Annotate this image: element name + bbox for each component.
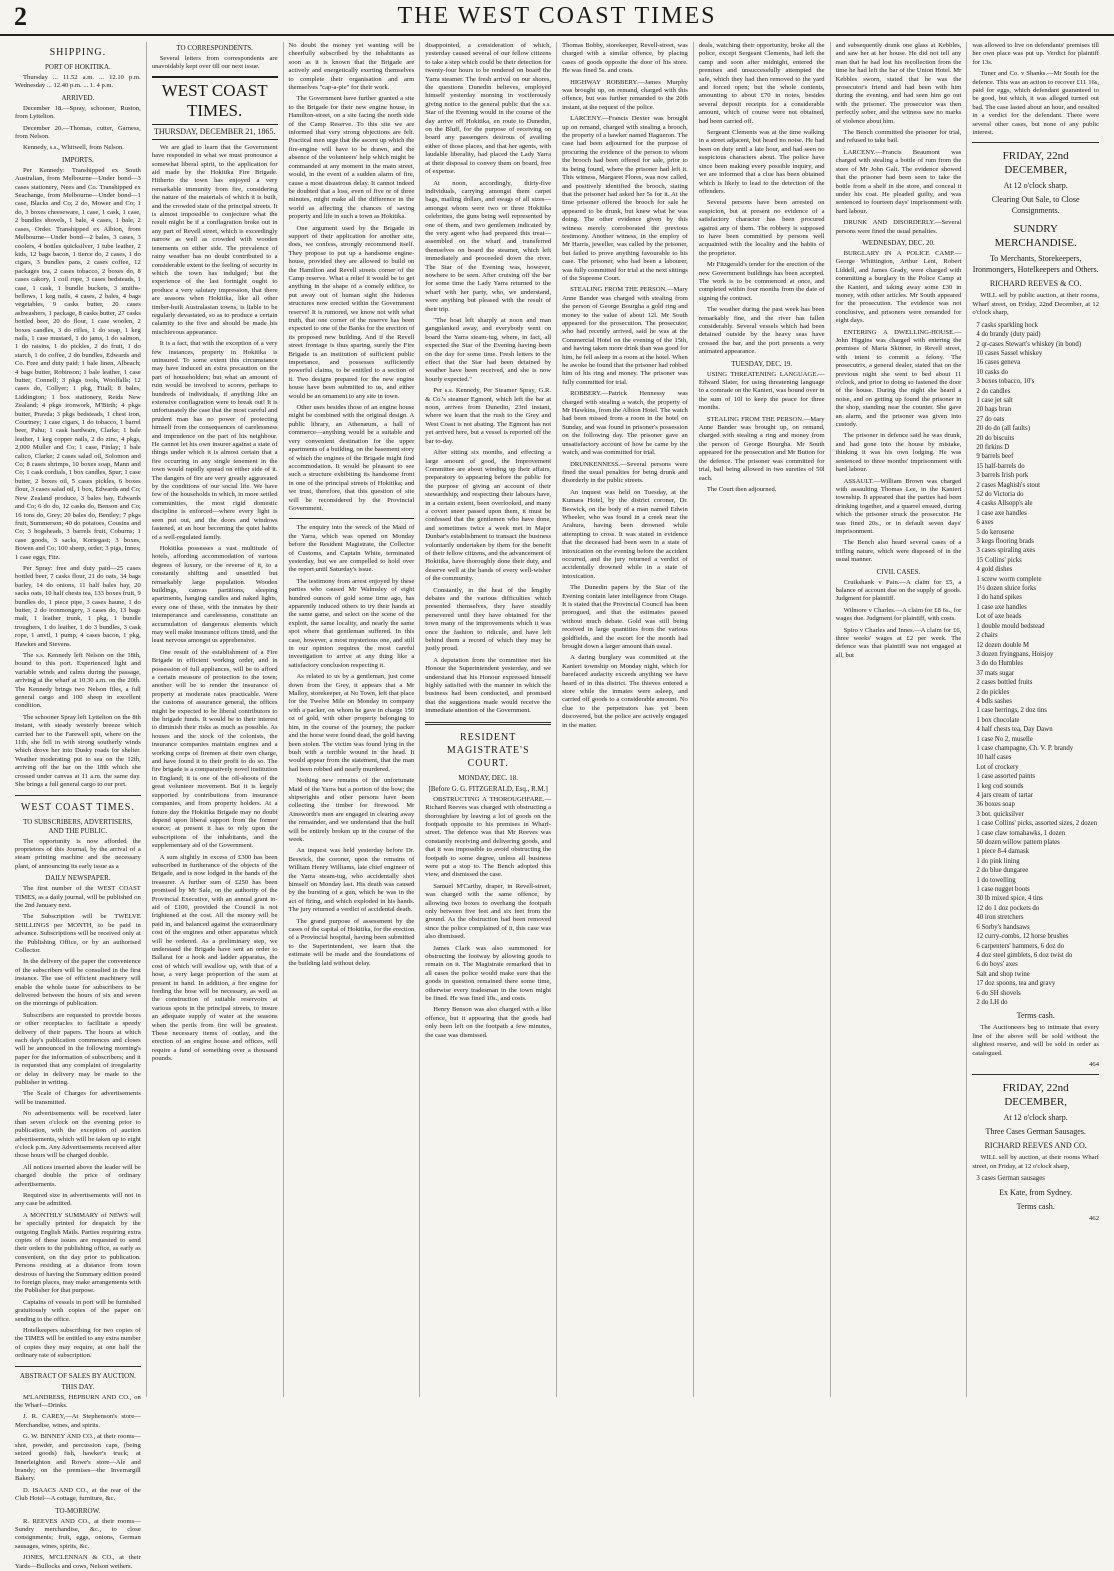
abstract-entry: D. ISAACS AND CO., at the rear of the Club Hotel—A cottage, furniture, &c.	[15, 1486, 141, 1503]
leader-paragraph: One result of the establishment of a Fire Brigade in efficient working order, and in possession of full appliances, will be to afford a certain measure of protection to the town; another will be to render the insurance of property at moderate rates practicable. Were the customs of assurance general, the offices might be expected to be liberal contributors to the brigade funds. It would be to their interest to diminish their risks as much as possible. As houses and the stock of the colonists, the insurance companies maintain engines and a working corps of firemen at their own charge, and have found it to their profit to do so. The fire brigade is a comparatively novel institution in England; it is one of the off-shoots of the great volunteer movement. But it is largely supported by contributions from insurance companies, and from property holders. At a future day the Hokitika Brigade may no doubt depend upon liberal support from the former source; at present it has to rely upon the subscriptions of the inhabitants, and the supplementary aid of the Government.	[151, 648, 278, 850]
abstract-entry: G. W. BINNEY AND CO., at their rooms—shot, powder, and percussion caps, (being seized goods) fish, hawker's truck; at Innerleighton and Rowe's store—Ale and brandy; on the premises—the Inverrargill Bakery.	[15, 1433, 141, 1483]
lot-item: 3 barrels Irish pork	[976, 472, 1029, 480]
court-date: WEDNESDAY, DEC. 20.	[862, 238, 935, 247]
news-paragraph: Constantly, in the heat of the lengthy debates and the various difficulties which presented themselves, they have steadily persevered until they have obtained for the town many of the improvements which it was once the fashion to ridicule, and have left behind them a record of which they may be justly proud.	[425, 586, 552, 653]
lot-item: 1 case claw tomahawks, 1 dozen	[976, 829, 1066, 837]
news-paragraph: The testimony from arrest enjoyed by these parties who caused Mr Walmsley of eight hundred ounces of gold some time ago, has apparently induced others to try their hands at the same game, and select on the scene of the exploit, the same locality, and nearly the same spot where that gentleman suffered. In this case, however, a most mysterious one, and still in our opinion requires the most careful investigation to arrive at any thing like a satisfactory conclusion respecting it.	[288, 577, 415, 669]
news-paragraph: An inquest was held on Tuesday, at the Kumara Hotel, by the district coroner, Dr. Beswick, on the body of a man named Edwin Wheeler, who was found in a creek near the Arahura, having been drowned while attempting to cross. It was stated in evidence that the deceased had been seen in a state of intoxication on the evening before the accident occurred, and the jury returned a verdict of accidentally drowned while in a state of intoxication.	[562, 488, 688, 580]
court-paragraph: USING THREATENING LANGUAGE.—Edward Slater, for using threatening language to a comrade on the Kanieri, was bound over in the sum of 10l to keep the peace for three months.	[698, 370, 825, 412]
column-8	[967, 42, 1104, 1397]
sale-title: Clearing Out Sale, to Close Consignments.	[991, 195, 1080, 216]
lot-item: 3 dozen fryingpans, Hoisjoy	[976, 650, 1054, 658]
lot-item: 1 do towelling	[976, 876, 1016, 884]
court-paragraph: DRUNK AND DISORDERLY.—Several persons were fined the usual penalties.	[835, 219, 962, 235]
news-paragraph: Several persons have been arrested on suspicion, but at present no evidence of a satisfactory character has been procured against any of them. The robbery is supposed to have been committed by persons well acquainted with the locality and the habits of the proprietor.	[698, 199, 825, 257]
court-paragraph: was allowed to live on defendants' premises till her own place was put up. Verdict for plaintiff for 13s.	[972, 42, 1099, 66]
leader-paragraph: One argument used by the Brigade in support of their application for another site, does, we confess, strongly recommend itself. They propose to put up a handsome engine-house, provided they are allowed to build on the Hamilton and Revell streets corner of the Camp reserve. What a relief it would be to get anything in the shape of a comely edifice, to put away out of human sight the hideous structures now erected within the Government reserve! It is rumored, we know not with what truth, that one corner of the reserve has been expected to one of the Banks for the erection of its proposed new building. And if the Revell street frontage is thus sparing, surely the Fire Brigade is an institution of sufficient public importance, and possesses sufficiently powerful claims, to be entitled to a section of it. Two designs prepared for the new engine house have been submitted to us, and either would be an ornament to any site in town.	[288, 224, 415, 400]
column-2	[147, 42, 284, 1397]
lot-item: 15 Collins' picks	[976, 556, 1022, 564]
lot-item: Salt and shop twine	[976, 970, 1030, 978]
news-paragraph: disappointed, a consideration of which, yesterday caused several of our fellow citizens to take a step which could be their detection for twenty-four hours to be rendered on board the Yarra steamer. The fresh arrival on our shores, the questions Dunedin believes, employed himself yesterday morning in vociferously giving notice to the general public that the s.s. Star of the Evening would in the course of the day arrive off Hokitika, en route to Dunedin, on the Bluff, for the purpose of receiving on board any passengers desirous of availing either of those places, and that her agents, with laudable liberality, had placed the Lady Yarra at their disposal to convey them on board, free of expense.	[425, 42, 552, 176]
lot-item: 2 chairs	[976, 632, 998, 640]
lot-item: 1 do hand spikes	[976, 594, 1022, 602]
lot-item: 7 casks sparkling hock	[976, 321, 1039, 329]
divider	[972, 142, 1099, 143]
abstract-entry: JONES, M'CLENNAN & CO., at their Yards—Bullocks and cows, Nelson wethers.	[15, 1554, 141, 1570]
lot-list	[972, 321, 1099, 1008]
leader-paragraph: No doubt the money yet wanting will be cheerfully subscribed by the inhabitants as soon as it is known that the Brigade are actively and energetically exerting themselves to complete their organisation and arm themselves "cap-a-pie" for their work.	[288, 42, 415, 92]
divider	[15, 1366, 141, 1367]
notice-paragraph: All notices inserted above the leader will be charged double the price of ordinary advertisements.	[15, 1163, 141, 1188]
auctioneer-note: The Auctioneers beg to intimate that every line of the above will be sold without the slightest reserve, and will be sold in order as catalogued.	[972, 1024, 1099, 1057]
auctioneer-firm: RICHARD REEVES & CO.	[989, 279, 1082, 289]
court-paragraph: ROBBERY.—Patrick Hennessy was charged with stealing a watch, the property of Mr Hawkins, from the Albion Hotel. The watch had been missed from a room in the hotel on Sunday, and was found in prisoner's possession on the following day. The prisoner gave an unsatisfactory account of how he came by the watch, and was committed for trial.	[562, 390, 688, 457]
court-paragraph: Samuel M'Carthy, draper, in Revell-street, was charged with the same offence, by allowing two boxes to overhang the footpath only between five feet and six feet from the ground. As the obstruction had been removed since the police complained of it, this case was also dismissed.	[425, 882, 552, 941]
lot-item: 3 cases spiraling axes	[976, 547, 1036, 555]
lot-item: 1 case axe handles	[976, 603, 1027, 611]
news-paragraph: Mr Fitzgerald's tender for the erection of the new Government buildings has been accepted. The work is to be commenced at once, and completed within four months from the date of signing the contract.	[698, 261, 825, 302]
terms: Terms cash.	[1016, 1011, 1055, 1021]
columns	[10, 42, 1104, 1570]
lot-item: 20 bags bran	[976, 406, 1012, 414]
port-heading: PORT OF HOKITIKA.	[45, 63, 111, 71]
this-day-heading: THIS DAY.	[61, 1382, 95, 1391]
lot-item: 4 half chests tea, Day Dawn	[976, 726, 1053, 734]
court-date: TUESDAY, DEC. 19.	[731, 359, 793, 368]
leader-masthead: WEST COAST TIMES.	[152, 76, 278, 125]
lot-item: 10 cases Sassel whiskey	[976, 349, 1043, 357]
notice-paragraph: No advertisements will be received later than seven o'clock on the evening prior to publication, with the exception of auction advertisements, which will be taken up to eight o'clock p.m. Any Advertisements received after those hours will be charged double.	[15, 1110, 141, 1160]
sale-subtitle: To Merchants, Storekeepers, Ironmongers, Hotelkeepers and Others.	[972, 254, 1099, 275]
lot-item: 1 case No 2, muselle	[976, 735, 1033, 743]
lot-item: 3 bot. quicksilver	[976, 810, 1024, 818]
court-heading: RESIDENT MAGISTRATE'S COURT.	[446, 731, 530, 769]
news-paragraph: An inquest was held yesterday before Dr. Beswick, the coroner, upon the remains of William Henry Williams, late chief engineer of the Yarra steam-tug, who accidentally shot himself on Monday last. His death was caused by the bursting of a gun, which he was in the act of firing, and which exploded in his hands. The jury returned a verdict of accidental death.	[288, 847, 415, 914]
lot-item: 6 axes	[976, 519, 994, 527]
sale-time: At 12 o'clock sharp.	[1003, 181, 1068, 191]
notice-paragraph: The opportunity is now afforded the proprietors of this Journal, by the arrival of a steam printing machine and the necessary plant, of announcing its early issue as a	[15, 837, 141, 870]
column-7	[831, 42, 968, 1397]
lot-item: 1 box chocolate	[976, 716, 1020, 724]
column-3	[284, 42, 421, 1397]
abstract-entry: R. REEVES AND CO., at their rooms—Sundry merchandise, &c., to close consignments; fruit, eggs, onions, German sausages, wines, spirits, &c.	[15, 1517, 141, 1550]
lot-item: 3 cases German sausages	[976, 1175, 1045, 1183]
lot-item: 40 iron stretchers	[976, 914, 1024, 922]
lot-item: 1 double mould bedstead	[976, 622, 1045, 630]
lot-item: 20 do biscuits	[976, 434, 1015, 442]
lot-item: 1 case nugget boots	[976, 886, 1030, 894]
lot-item: 1 case Collins' picks, assorted sizes, 2 dozen	[976, 820, 1098, 828]
news-paragraph: The grand purpose of assessment by the cases of the capital of Hokitika, for the erection of a Provincial hospital, having been submitted to the Superintendent, we learn that the estimate will be made and the foundations of the building laid without delay.	[288, 917, 415, 967]
court-paragraph: Spiro v Charles and Innes.—A claim for £6, three weeks' wages at £2 per week. The defence was that plaintiff was not engaged at all, but	[835, 626, 962, 659]
divider	[972, 1074, 1099, 1075]
lot-item: 17 doz spoons, tea and gravy	[976, 980, 1056, 988]
lot-item: 36 boxes soap	[976, 801, 1015, 809]
court-paragraph: BURGLARY IN A POLICE CAMP.—George Whittington, Arthur Lent, Robert Liddell, and James Grady, were charged with committing a burglary in the Police Camp at the Kanieri, and taking away some £30 in money, with other articles. Mr South appeared for the prosecution. The evidence was not conclusive, and prisoners were remanded for eight days.	[835, 249, 962, 325]
lot-item: 20 firkins D	[976, 443, 1010, 451]
lot-item: 1 keg cod sounds	[976, 782, 1024, 790]
court-paragraph: The Bench also heard several cases of a trifling nature, which were disposed of in the usual manner.	[835, 539, 962, 564]
sale-intro: WILL sell by public auction, at their rooms, Wharf street, on Friday, 22nd December, at 12 o'clock sharp,	[972, 292, 1099, 317]
news-paragraph: Nothing new remains of the unfortunate Maid of the Yarra but a portion of the bow; the shipwrights and other persons have been collecting the timber for firewood. Mr Ainsworth's men are engaged in clearing away the remainder, and we understand that the hull will be entirely broken up in the course of the week.	[288, 777, 415, 843]
court-paragraph: DRUNKENNESS.—Several persons were fined the usual penalties for being drunk and disorderly in the public streets.	[562, 460, 688, 485]
abstract-entry: M'LANDRESS, HEPBURN AND CO., on the Wharf—Drinks.	[15, 1393, 141, 1410]
sale-time: At 12 o'clock sharp.	[1003, 1113, 1068, 1123]
court-paragraph: LARCENY.—Francis Dexter was brought up on remand, charged with stealing a brooch, the property of a hawker named Hagueron. The case had been adjourned for the purpose of procuring the evidence of the person to whom the brooch had been offered for sale, prior to its being found, where the prisoner had left it. This witness, Margaret Flores, was now called, and positively identified the brooch, stating that the prisoner had asked her 5s for it. At the time prisoner offered the brooch for sale he appeared to be drunk, but knew what he was doing. The other evidence given by this witness merely corroborated the previous testimony. Another witness, in the employ of Mr Harris, jeweller, was called by the prisoner, but failed to prove anything favourable to his case. The prisoner, who had been a labourer, was fully committed for trial at the next sittings of the Supreme Court.	[562, 115, 688, 282]
court-paragraph: and subsequently drank one glass at Kebbles, and saw her at her house. He did not tell any man that he had lost his recollection from the time he had left the bar of the Union Hotel. Mr Kebbles sworn, stated that he was the prosecutor's friend and had been with him during the evening, and had seen him go out with the prisoner. The prosecutor was then perfectly sober, and the witness saw no marks of violence about him.	[835, 42, 962, 125]
lot-item: 37 mats sugar	[976, 669, 1015, 677]
lot-item: 15 half-barrels do	[976, 462, 1025, 470]
divider	[15, 795, 141, 796]
notice-paragraph: The Scale of Charges for advertisements will be transmitted.	[15, 1090, 141, 1106]
lot-item: 52 do Victoria do	[976, 491, 1024, 498]
column-1	[10, 42, 147, 1570]
court-paragraph: Wilmore v Charles.—A claim for £8 6s., for wages due. Judgment for plaintiff, with costs.	[835, 606, 962, 623]
court-paragraph: STEALING FROM THE PERSON.—Mary Anne Bander was charged with stealing from the person of George Bourgha a gold ring and money to the value of about 12l. Mr South appeared for the prosecution. The prosecutor, who had recently arrived, said he was at the Commercial Hotel on the evening of the 15th, and having taken more drink than was good for him, he fell asleep in a room at the hotel. When he awoke he found that the prisoner had robbed him of his ring and money. The prisoner was fully committed for trial.	[562, 286, 688, 386]
lot-item: 2 cases bottled fruits	[976, 679, 1033, 687]
leader-paragraph: It is a fact, that with the exception of a very few instances, property in Hokitika is uninsured. To some extent this circumstance may have induced an extra precaution on the part of householders; but what an amount of ruin would be involved to scores, perhaps to hundreds of individuals, if anything like an extensive conflagration were to break out! It is unfortunately the case that the most careful and prudent man has no power of protecting himself from the consequences of carelessness and imprudence on the part of his neighbour. He cannot let his own insurer against a state of things under which it is almost certain that a fire occurring in any single tenement in the town would rapidly spread on either side of it. The dangers of fire are very greatly aggravated by the conditions of our social life. We have few of the households in which, in more settled communities, the most rigid domestic discipline is enforced—where every light is seen put out, and the doors and windows fastened, at an hour becoming the quiet habits of a well-regulated family.	[151, 340, 278, 541]
lot-item: 1 case axe handles	[976, 509, 1027, 517]
column-5	[557, 42, 694, 1397]
news-paragraph: At noon, accordingly, thirty-five individuals, carrying amongst them carpet bags, mailing dollars, and swags of all sizes—amongst whom were two or three Hokitika celebrities, the guns being well represented by one of them, and two gentlemen indicated by the very agent who had prepared this treat—assembled on the wharf and transferred themselves on board the steamer, which left immediately and proceeded down the river. The Star of the Evening was, however, nowhere to be seen. After cruising off the bar for some time the Lady Yarra returned to the wharf with her party, who, we understand, were anything but pleased with the result of their trip.	[425, 179, 552, 313]
imports-heading: IMPORTS.	[62, 155, 94, 164]
lot-item: 2 do blue dungaree	[976, 867, 1029, 875]
lot-item: 4 casks Allsopp's ale	[976, 500, 1033, 508]
court-paragraph: The Bench committed the prisoner for trial, and refused to take bail.	[835, 129, 962, 145]
auctioneer-firm: RICHARD REEVES AND CO.	[984, 1141, 1087, 1151]
divider	[289, 518, 415, 519]
court-date: MONDAY, DEC. 18.	[458, 773, 519, 782]
divider	[425, 722, 551, 725]
lot-item: 12 do 1 doz pockets do	[976, 904, 1040, 912]
sale-title: Three Cases German Sausages.	[985, 1127, 1086, 1137]
lot-item: 5 do kerosene	[976, 528, 1015, 536]
ad-reference: 462	[1089, 1214, 1099, 1222]
tomorrow-heading: TO-MORROW.	[55, 1506, 101, 1515]
court-paragraph: LARCENY.—Francis Beaumont was charged with stealing a bottle of rum from the store of Mr John Galt. The evidence showed that the prisoner had been seen to take the bottle from a shelf in the store, and conceal it under his coat. He pleaded guilty, and was sentenced to fourteen days' imprisonment with hard labour.	[835, 148, 962, 215]
lot-item: 1 case assorted paints	[976, 773, 1036, 781]
court-paragraph: Cruikshank v Pain.—A claim for £5, a balance of account due on the supply of goods. Judgment for plaintiff.	[835, 578, 962, 603]
shipping-note: The schooner Spray left Lyttelton on the 8th instant, with steady westerly breeze which carried her to the Farewell spit, where on the 11th, she fell in with strong southerly winds which drove her into Dusky roads for shelter. Weather moderating put to sea on the 12th, arriving off the bar on the 18th which she crossed under canvas at 11 a.m. the same day. She brings a full general cargo to our port.	[15, 713, 141, 789]
notice-paragraph: The first number of the WEST COAST TIMES, as a daily journal, will be published on the 2nd January next.	[15, 885, 141, 909]
wct-heading: WEST COAST TIMES.	[20, 801, 135, 813]
court-paragraph: James Clark was also summoned for obstructing the footway by allowing goods to remain on it. The Magistrate remarked that in all cases the police would make sure that the goods in question remained there some time, otherwise every tradesman in the town might be fined. He was fined 10s., and costs.	[425, 944, 552, 1003]
news-paragraph: As related to us by a gentleman, just come down from the Grey, it appears that a Mr Malloy, storekeeper, at No Town, left that place for the Twelve Mile on Monday in company with a packer, on whom he gave in charge 150 oz of gold, with other property belonging to him, in the course of the journey, the packer and the horse were found dead, the gold having been stolen. The victim was found lying in the bush with a terrible wound in the head. It would appear from the statement, that the man had been robbed and nearly murdered.	[288, 673, 415, 773]
lot-item: 1½ dozen sluice forks	[976, 585, 1037, 593]
imports-entry: Per Spray: free and duty paid—25 cases bottled beer, 7 casks flour, 21 do oats, 34 bags barley, 14 do onions, 11 half bales hay, 20 sacks oats, 10 half chests tea, 133 boxes fruit, 9 bundles do, 1 piece pipe, 3 cases haune, 1 do butter, 2 do ironmongery, 3 cases do, 13 bags malt, 1 leather trunk, 1 pkg, 1 bundle troughers, 1 do leather, 1 do 3 bundles, 3 cask rope, 1 anvil, 1 pump, 4 cases bacon, 1 pkg, Hawkes and Stevens.	[15, 564, 141, 648]
news-paragraph: After sitting six months, and effecting a large amount of good, the Improvement Committee are about winding up their affairs, preparatory to appearing before the public for the purpose of giving an account of their stewardship; and respecting their labours have, in a certain extent, been overlooked, and many a covert sneer passed upon them, it must be confessed that the gentlemen who have done, and sometimes twice a week met in Major Dunbar's establishment to transact the business voluntarily undertaken by them for the benefit of their fellow citizens, and the advancement of Hokitika, have thoroughly done their duty, and deserve well at the hands of every well-wisher of the community.	[425, 449, 552, 583]
arrival-entry: December 18.—Spray, schooner, Ruston, from Lyttelton.	[15, 104, 141, 121]
terms: Terms cash.	[1016, 1201, 1055, 1211]
court-paragraph: The prisoner in defence said he was drunk, and had gone into the house by mistake, thinking it was his own lodging. He was sentenced to three months' imprisonment with hard labour.	[835, 432, 962, 474]
lot-item: 6 do SH shovels	[976, 989, 1021, 997]
lot-item: 2 do pickles	[976, 688, 1010, 696]
lot-item: Lot of axe heads	[976, 613, 1022, 621]
column-4	[420, 42, 557, 1397]
notice-paragraph: Hotelkeepers subscribing for two copies of the TIMES will be entitled to any extra number of copies they may require, at one half the ordinary rate of subscription.	[15, 1327, 141, 1360]
column-6	[694, 42, 831, 1397]
court-paragraph: OBSTRUCTING A THOROUGHFARE.—Richard Reeves was charged with obstructing a thoroughfare by leaving a lot of goods on the footpath opposite to his premises in Wharf-street. The defence was that Mr Reeves was constantly receiving and delivering goods, and that it was impossible to avoid obstructing the footpath to some degree, unless all business were put a stop to. The Bench adopted this view, and dismissed the case.	[425, 795, 552, 879]
lot-item: 6 do boys' axes	[976, 961, 1018, 969]
news-paragraph: Per s.s. Kennedy, Per Steamer Spray, G.R. & Co.'s steamer Egmont, which left the bar at noon, arrives from Dunedin, 23rd instant, where we learn that the rush to the Grey and West Coast is not abating. The Egmont has not yet arrived here, but a vessel is reported off the bar to-day.	[425, 387, 552, 445]
leader-paragraph: Hokitika possesses a vast multitude of hotels, affording accommodation of various degrees of luxury, or the reverse of it, to a constantly shifting and unsettled but remarkably large population. Wooden buildings, canvas partitions, sleeping apartments, hanging candles and naked lights, every one of these, with the inmates by their intemperance and carelessness, constitute an accumulation of dangerous elements which may well make insurance offices timid, and the least nervous amongst us apprehensive.	[151, 544, 278, 645]
sale-origin: Ex Kate, from Sydney.	[999, 1187, 1073, 1197]
subscribers-heading: TO SUBSCRIBERS, ADVERTISERS, AND THE PUBLIC.	[23, 817, 133, 835]
court-paragraph: Tuner and Co. v Shanks.—Mr South for the defence. This was an action to recover £11 16s, paid for eggs, which defendant guaranteed to be good, but which, it was alleged turned out bad. The case lasted about an hour, and resulted in a verdict for the defendant. There were several other cases, but none of any public interest.	[972, 70, 1099, 137]
leader-paragraph: A sum slightly in excess of £300 has been subscribed in furtherance of the objects of the Brigade, and is now lodged in the hands of the treasurer. A further sum of £250 has been promised by Mr Sale, on the authority of the Provincial Executive, with an annual grant in-aid of £100, provided the Council is not frightened at the cost. All the money will be paid in, and balanced against the extraordinary cost of the engines and other apparatus which will be ordered. As a preliminary step, we understand the Brigade have sent an order to Ballarat for a hook and ladder apparatus, the cost of which will swallow up, with that of a hose, a very large proportion of the sum at present in hand. In addition, a fire engine for feeding the hose will be necessary, as well as the construction of suitable reservoirs at various spots in the principal streets, to insure an adequate supply of water at the seasons when the perils from fire will be greatest. These necessary items of outlay, and the erection of an engine house and offices, will require a fund of something over a thousand pounds.	[151, 853, 278, 1063]
lot-item: 2 qr-cases Stewart's whiskey (in bond)	[976, 340, 1082, 348]
lot-item: 1 do pink lining	[976, 857, 1020, 865]
leader-paragraph: Other uses besides those of an engine house might be combined with the original design. A public library, an Athenæum, a hall of commerce—anything would be a suitable and very convenient destination for the upper apartments of a building, on the basement story of which the engines of the Brigade might find accommodation. It would be pleasant to see such a structure exhibiting its handsome front in one of the principal streets of Hokitika; and we trust, therefore, that this question of site will be reconsidered by the Provincial Government.	[288, 404, 415, 512]
lot-item: 3 boxes tobacco, 10's	[976, 378, 1035, 386]
news-paragraph: "The boat left sharply at noon and man gangplanked away, and everybody went on board the Yarra steam-tug, where, in fact, all expected the Star of the Evening having been on the day for some time. Fresh letters to the effect that the Star had been detained by weather have been received, and she is now hourly expected."	[425, 317, 552, 383]
sale-day: FRIDAY, 22nd DECEMBER,	[1002, 150, 1069, 177]
daily-heading: DAILY NEWSPAPER.	[45, 874, 111, 883]
lot-item: 50 dozen willow pattern plates	[976, 839, 1060, 847]
ad-reference: 464	[1089, 1060, 1099, 1068]
lot-item: 3 do do Humbles	[976, 660, 1023, 668]
sale-heading: SUNDRY MERCHANDISE.	[994, 223, 1077, 250]
sale-day: FRIDAY, 22nd DECEMBER,	[1002, 1082, 1069, 1109]
correspondents-heading: TO CORRESPONDENTS.	[176, 44, 253, 52]
abstract-heading: ABSTRACT OF SALES BY AUCTION.	[19, 1371, 136, 1380]
news-paragraph: deals, watching their opportunity, broke all the police, except Sergeant Clements, had left the camp and soon after midnight, entered the premises and unsuccessfully attempted the safe, which they had then removed to the yard and forced open; but the whole contents, amounting to about £70 in notes, besides several deposit receipts for a considerable amount, which of course were not obtained, had been carried off.	[698, 42, 825, 125]
notice-paragraph: Required size in advertisements will not in any case be admitted.	[15, 1191, 141, 1208]
lot-item: 4 bdls sashes	[976, 697, 1012, 705]
lot-item: 2 cases Maghish's stout	[976, 481, 1041, 489]
lot-item: 1 case champagne, Ch. V. P. brandy	[976, 744, 1074, 752]
lot-item: 3 kegs flooring brads	[976, 538, 1034, 546]
lot-item: 4 jars cream of tartar	[976, 792, 1033, 799]
court-paragraph: Thomas Bobby, storekeeper, Revell-street, was charged with a similar offence, by placing cases of goods opposite the door of his store. He was fined 5s. and costs.	[562, 42, 688, 75]
sale-intro: WILL sell by auction, at their rooms Wharf street, on Friday, at 12 o'clock sharp,	[972, 1154, 1099, 1170]
lot-item: Lot of crockery	[976, 763, 1019, 771]
news-paragraph: A daring burglary was committed at the Kanieri township on Monday night, which for barefaced audacity exceeds anything we have heard of in this district. The thieves entered a store while the inmates were asleep, and carried off goods to a considerable amount. No clue to the perpetrators has yet been discovered, but the police are actively engaged in the matter.	[562, 654, 688, 729]
notice-paragraph: Captains of vessels in port will be furnished gratuitously with copies of the paper on sending to the office.	[15, 1298, 141, 1323]
shipping-heading: SHIPPING.	[49, 47, 107, 58]
lot-item: 4 doz steel gimblets, 6 doz twist do	[976, 951, 1073, 959]
abstract-entry: J. R. CAREY,—At Stephenson's store—Merchandise, wines, and spirits.	[15, 1413, 141, 1429]
lot-item: 27 do oats	[976, 415, 1005, 423]
news-paragraph: A deputation from the committee met his Honour the Superintendent yesterday, and we understand that his Honour expressed himself highly satisfied with the manner in which the business had been conducted, and promised that the suggestions made would receive the immediate attention of the Government.	[425, 656, 552, 715]
court-before: [Before G. G. FITZGERALD, Esq., R.M.]	[428, 784, 548, 793]
court-paragraph: ASSAULT.—William Brown was charged with assaulting Thomas Lee, in the Kanieri township. It appeared that the parties had been drinking together, and a quarrel ensued, during which the prisoner struck the prosecutor. He was fined 20s., or in default seven days' imprisonment.	[835, 477, 962, 535]
newspaper-title: THE WEST COAST TIMES	[397, 3, 717, 29]
court-paragraph: ENTERING A DWELLING-HOUSE.—John Higgins was charged with entering the premises of Maria Skinner, in Revell street, with intent to commit a felony. The prosecutrix, a general dealer, stated that on the previous night she went to bed about 11 o'clock, and prior to doing so fastened the door of the house. During the night she heard a noise, and on getting up found the prisoner in the shop, standing near the counter. She gave an alarm, and the prisoner was given into custody.	[835, 328, 962, 429]
lot-item: 1 case herrings, 2 doz tins	[976, 707, 1047, 715]
leader-paragraph: The Government have further granted a site to the Brigade for their new engine house, in Hamilton-street, on a site facing the north side of the Camp Reserve. To this site we are informed that very strong objections are felt. Practical men urge that the ascent up which the fire-engine will have to be drawn, and the absence of the volunteers' help which might be commanded at any moment in the main street, would, in the event of a sudden alarm of fire, cause a most disastrous delay. It cannot indeed be doubted that a loss, even of five or of three minutes, might make all the difference in the world as affecting the chances of saving property and life in such a town as Hokitika.	[288, 95, 415, 221]
page-number: 2	[14, 2, 27, 31]
masthead	[0, 0, 1114, 36]
lot-item: 1 case jet salt	[976, 396, 1013, 404]
lot-item: 12 curry-combs, 12 horse brushes	[976, 933, 1069, 941]
lot-item: 10 casks do	[976, 368, 1009, 376]
lot-item: 2 do LH do	[976, 998, 1008, 1006]
arrival-entry: Kennedy, s.s., Whitwell, from Nelson.	[23, 144, 124, 152]
arrival-entry: December 20.—Thomas, cutter, Garness, from Nelson.	[15, 124, 141, 141]
leader-date: THURSDAY, DECEMBER 21, 1865.	[152, 127, 278, 140]
leader-paragraph: We are glad to learn that the Government have responded in what we must pronounce a somewhat liberal spirit, to the application for aid made by the Hokitika Fire Brigade. Hitherto the town has enjoyed a very remarkable immunity from fire, considering the nature of the materials of which it is built, and the crowded state of the principal streets. It is almost impossible to conjecture what the result might be if a conflagration broke out in any part of Revell street, which is exceedingly narrow as well as crowded with wooden tenements on either side. The prevalence of rainy weather has no doubt contributed to a considerable extent to the feeling of security in which the town has indulged; but the experience of the last fortnight ought to produce a very salutary impression, that there are seasons when Hokitika, like all other timber-built Australasian towns, is liable to be regularly devastated, so as to produce a certain calamity to the five and should be made his mischievous appearance.	[151, 143, 278, 336]
lot-item: 12 dozen double M	[976, 641, 1030, 649]
lot-item: 2 do candles	[976, 387, 1011, 395]
notice-paragraph: Subscribers are requested to provide boxes or other receptacles to facilitate a speedy delivery of their papers. The hours at which each day's publication commences and closes will be announced in the following morning's paper for the information of subscribers; and it is requested that any complaint of irregularity or delay in delivery may be made to the publisher in writing.	[15, 1011, 141, 1087]
lot-item: 9 barrels beef	[976, 453, 1014, 461]
shipping-note: The s.s. Kennedy left Nelson on the 18th, bound to this port. Experienced light and variable winds and calms during the passage, arriving at the wharf at 10.30 a.m. on the 20th. The Kennedy brings two Nelson files, a full general cargo and 100 sheep in excellent condition.	[15, 652, 141, 710]
court-paragraph: STEALING FROM THE PERSON.—Mary Anne Bander was brought up, on remand, charged with stealing a ring and money from the person of George Bourgha. Mr South appeared for the prosecution and Mr Button for the defence. The prisoner was committed for trial, bail being allowed in two sureties of 50l each.	[698, 415, 825, 482]
lot-item: 10 half cases	[976, 754, 1012, 762]
lot-item: 16 cases geneva	[976, 359, 1021, 367]
lot-item: 6 carpenters' hammers, 6 doz do	[976, 942, 1065, 950]
imports-entry: Per Kennedy: Transhipped ex South Australian, from Melbourne—Under bond—3 cases stationery, Nees and Co. Transhipped ex Seachange, from Melbourne—Under bond—1 case, Blacks and Co; 2 do, Mower and Co; 1 do, 3 boxes cheeseware, 1 case, 1 cask, 1 case, 2 bundles shovels, 1 bale, 4 cases, 1 bale, 2 cases, Order. Transhipped ex Albion, from Melbourne—Under bond—2 bales, 3 cases, 3 coolers, 4 bottles quicksilver, 1 tube leather, 2 kids, 12 bags bacon, 1 tierce do, 2 cases, 1 do cigars, 3 bundles pans, 2 cases coffee, 12 packages tea, 2 cases tobacco, 2 boxes do, 8 cases cakory, 1 coil rope, 3 cases bedsteads, 1 case, 1 cask, 1 bundle buckets, 3 smiths-bellows, 1 keg nails, 4 cases, 2 bales, 4 bags vegetables, 9 casks butter, 20 cases ashwashers, 1 package, 8 casks butter, 27 casks bottled beer, 20 do flour, 1 case woolen, 2 boxes candles, 3 do rifles, 1 do soap, 1 keg nails, 1 case mustard, 1 do jams, 1 do salmon, 1 do raisins, 1 do pickles, 2 do fruit, 1 do starch, 1 do coffee, 2 do bundles, Edwards and Co. Free and duty paid: 1 bale linen, Albeach; 4 bags butter, Robinson; 1 bale leather, 1 case butter, Connell; 3 pkgs tools, Woolfalls; 12 cases do, Collyer; 1 pkg, Fitall; 8 bales, Liddington; 1 box stationery, Reids New Zealand; 4 pkgs ironwork, M'Birth; 4 pkgs butter, Pravda; 3 pkgs bedsteads, 1 chest iron, Courtney; 1 case cigars, 1 do tobacco, 1 barrel beer, Pahu; 1 cask hardware, Clarke; 1 bale leather, 1 keg copper nails, 2 do zinc, 4 pkgs, 2,000 Muller and Co; 1 case, Finlay; 1 bale calico, Clarke; 2 cases salad oil, Solomon and Co; 8 cases shrimps, 10 boxes soap, Mann and Co; 1 cask cordials, 1 box candles, Spur; 1 case butter, 2 boxes oil, 5 cases pickles, 6 boxes flour, 3 cases salad oil, 1 box, Edwards and Co; New Zealand produce, 3 bales hay, Edwards and Co; 6 do do, 12 casks do, Benson and Co; 16 tons do, Grey; 20 bales do, Bentley; 7 pkgs fruit, Summerson; 40 do potatoes, Cousins and Co; 3 hogsheads, 3 barrels fruit, Coburns; 1 case goods, 3 sacks, Kortegast; 3 boxes, Bowen and Co; 100 sheep, order; 3 pigs, Innes; 1 case eggs, Fitz.	[15, 166, 141, 561]
correspondents-text: Several letters from correspondents are unavoidably kept over till our next issue.	[151, 55, 278, 71]
notice-paragraph: The Subscription will be TWELVE SHILLINGS per MONTH, to be paid in advance. Subscriptions will be received only at the Publishing Office, or by an authorised Collector.	[15, 913, 141, 954]
court-paragraph: HIGHWAY ROBBERY.—James Murphy was brought up, on remand, charged with this offence, but was further remanded to the 20th instant, at the request of the police.	[562, 78, 688, 111]
notice-paragraph: A MONTHLY SUMMARY of NEWS will be specially printed for despatch by the outgoing English Mails. Parties requiring extra copies of these issues are requested to send their orders to the publishing office, as early as convenient, on the day prior to publication. Persons residing at a distance from town desirous of having the Summary edition posted to foreign places, may make arrangements with the Publisher for that purpose.	[15, 1211, 141, 1295]
news-paragraph: Sergeant Clements was at the time walking in a street adjacent, but heard no noise. He had been on duty until a late hour, and had seen no suspicious characters about. The police have since been making every possible inquiry, and we are informed that a clue has been obtained which is likely to lead to the detection of the offenders.	[698, 129, 825, 195]
lot-item: 1 piece 8-4 damask	[976, 848, 1030, 856]
lot-item: 30 lb mixed spice, 4 tins	[976, 895, 1043, 903]
tides: Thursday ... 11.52 a.m. ... 12.10 p.m. Wednesday ... 12.40 p.m. ... 1. 4 p.m.	[15, 74, 141, 90]
lot-item: 1 screw worm complete	[976, 575, 1042, 583]
lot-item: 4 gold dishes	[976, 566, 1013, 574]
news-paragraph: The Dunedin papers by the Star of the Evening contain later intelligence from Otago. It is stated that the Provincial Council has been prorogued, and that the estimates passed without much debate. Gold was still being received in large quantities from the various goldfields, and the escort for the month had brought down a larger amount than usual.	[562, 584, 688, 651]
news-paragraph: The weather during the past week has been remarkably fine, and the river has fallen considerably. Several vessels which had been detained outside by the heavy seas have crossed the bar, and the port presents a very animated appearance.	[698, 306, 825, 356]
news-paragraph: The enquiry into the wreck of the Maid of the Yarra, which was opened on Monday before the Resident Magistrate, the Collector of Customs, and Captain White, terminated yesterday, but we are compelled to hold over the report until Saturday's issue.	[288, 524, 415, 574]
civil-cases-heading: CIVIL CASES.	[876, 567, 921, 576]
lot-item: 6 Sorby's handsaws	[976, 923, 1030, 931]
court-paragraph: Henry Benson was also charged with a like offence, but it appearing that the goods had only been left on the footpath a few minutes, the case was dismissed.	[425, 1006, 552, 1039]
lot-item: 20 do do (all faults)	[976, 425, 1030, 433]
notice-paragraph: In the delivery of the paper the convenience of the subscribers will be consulted in the first instance. The use of efficient machinery will enable the whole issue for subscribers to be delivered between the hours of six and seven on the mornings of publication.	[15, 958, 141, 1008]
lot-item: 4 do brandy (duty paid)	[976, 331, 1041, 339]
court-paragraph: The Court then adjourned.	[706, 485, 777, 493]
arrived-heading: ARRIVED.	[61, 93, 95, 102]
